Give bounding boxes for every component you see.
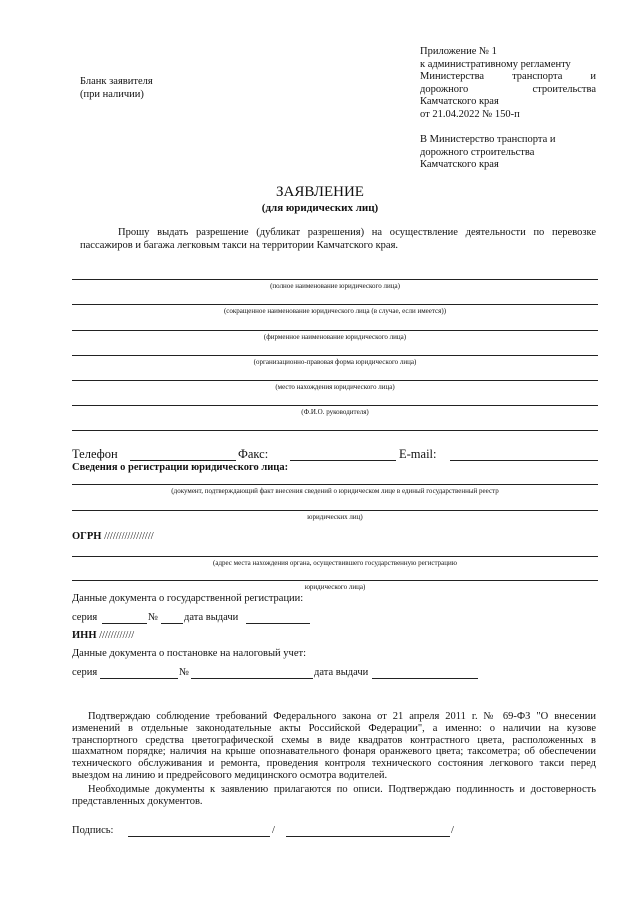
appendix-word: Министерства	[420, 71, 485, 82]
appendix-line	[420, 71, 596, 84]
letterhead-line: (при наличии)	[80, 88, 144, 100]
reg-body-caption: (адрес места нахождения органа, осуществившего государственную регистрацию	[213, 559, 457, 567]
location-field[interactable]	[72, 380, 598, 381]
state-reg-number-input[interactable]	[161, 623, 183, 624]
appendix-line: Камчатского края	[420, 96, 499, 107]
email-input[interactable]	[450, 460, 598, 461]
director-caption: (Ф.И.О. руководителя)	[301, 408, 369, 416]
brand-name-field[interactable]	[72, 330, 598, 331]
state-reg-date-input[interactable]	[246, 623, 310, 624]
inn-row	[72, 630, 134, 642]
full-name-caption: (полное наименование юридического лица)	[270, 282, 400, 290]
legal-form-caption: (организационно-правовая форма юридического лица)	[253, 358, 417, 366]
appendix-line	[420, 84, 596, 97]
signature-name-input[interactable]	[286, 836, 450, 837]
signature-label: Подпись:	[72, 825, 114, 836]
tax-reg-number-input[interactable]	[191, 678, 313, 679]
ogrn-label: ОГРН	[72, 531, 102, 542]
request-paragraph: Прошу выдать разрешение (дубликат разрешения) на осуществление деятельности по перевозке пассажиров и багажа легковым такси на территории Камчатского края.	[80, 227, 596, 251]
appendix-line: Приложение № 1	[420, 46, 497, 57]
reg-body-field[interactable]	[72, 556, 598, 557]
letterhead-line: Бланк заявителя	[80, 76, 153, 87]
registration-heading: Сведения о регистрации юридического лица:	[72, 462, 289, 473]
appendix-word: транспорта	[512, 71, 563, 82]
addressee-line: дорожного строительства	[420, 146, 535, 158]
documents-paragraph: Необходимые документы к заявлению прилагаются по описи. Подтверждаю подлинность и достоверность представленных документов.	[72, 784, 596, 807]
ogrn-row	[72, 531, 154, 543]
location-caption: (место нахождения юридического лица)	[275, 383, 395, 391]
inn-value[interactable]: ////////////	[99, 630, 135, 641]
brand-name-caption: (фирменное наименование юридического лица)	[263, 333, 407, 341]
addressee-line: В Министерство транспорта и	[420, 134, 556, 145]
legal-form-field[interactable]	[72, 355, 598, 356]
reg-body-caption-2: юридического лица)	[304, 583, 366, 591]
state-reg-number-label: №	[148, 612, 159, 623]
page-title: ЗАЯВЛЕНИЕ	[276, 184, 364, 200]
reg-doc-field-2[interactable]	[72, 510, 598, 511]
tax-reg-heading: Данные документа о постановке на налоговый учет:	[72, 648, 306, 659]
separator	[72, 430, 598, 431]
tax-reg-number-label: №	[179, 667, 190, 678]
state-reg-series-label: серия	[72, 612, 98, 623]
reg-doc-caption: (документ, подтверждающий факт внесения сведений о юридическом лице в единый государственный реестр	[171, 487, 499, 495]
tax-reg-date-label: дата выдачи	[314, 667, 369, 678]
appendix-word: дорожного	[420, 83, 469, 95]
signature-input[interactable]	[128, 836, 270, 837]
addressee-block	[420, 134, 556, 172]
appendix-line: к административному регламенту	[420, 58, 571, 70]
appendix-line: от 21.04.2022 № 150-п	[420, 108, 520, 120]
reg-body-field-2[interactable]	[72, 580, 598, 581]
tax-reg-series-label: серия	[72, 667, 98, 678]
signature-end: /	[451, 825, 454, 836]
inn-label: ИНН	[72, 630, 97, 641]
state-reg-heading: Данные документа о государственной регистрации:	[72, 593, 304, 604]
addressee-line: Камчатского края	[420, 159, 499, 170]
phone-label: Телефон	[72, 447, 118, 461]
reg-doc-caption-2: юридических лиц)	[307, 513, 363, 521]
full-name-field[interactable]	[72, 279, 598, 280]
appendix-word: и	[590, 71, 596, 82]
appendix-block	[420, 46, 596, 121]
fax-input[interactable]	[290, 460, 396, 461]
tax-reg-series-input[interactable]	[100, 678, 178, 679]
email-label: E-mail:	[399, 447, 437, 461]
director-field[interactable]	[72, 405, 598, 406]
appendix-word: строительства	[532, 83, 596, 95]
ogrn-value[interactable]: /////////////////	[104, 531, 154, 542]
short-name-field[interactable]	[72, 304, 598, 305]
short-name-caption: (сокращенное наименование юридического лица (в случае, если имеется))	[223, 307, 447, 315]
page-subtitle: (для юридических лиц)	[261, 202, 379, 214]
phone-input[interactable]	[130, 460, 236, 461]
signature-separator: /	[272, 825, 275, 836]
confirmation-paragraph: Подтверждаю соблюдение требований Федерального закона от 21 апреля 2011 г. № 69-ФЗ "О внесении изменений в отдельные законодательные акты Российской Федерации", а именно: о наличии на кузове транспортного средства цветографической схемы в виде квадратов контрастного цвета, расположенных в шахматном порядке; наличия на крыше опознавательного фонаря оранжевого цвета; таксометра; об обеспечении технического обслуживания и ремонта, проведения контроля технического состояния легкового такси перед выездом на линию и предрейсового медицинского осмотра водителей.	[72, 711, 596, 781]
letterhead	[80, 76, 153, 101]
reg-doc-field[interactable]	[72, 484, 598, 485]
state-reg-date-label: дата выдачи	[184, 612, 239, 623]
state-reg-series-input[interactable]	[102, 623, 147, 624]
fax-label: Факс:	[238, 447, 269, 461]
tax-reg-date-input[interactable]	[372, 678, 478, 679]
